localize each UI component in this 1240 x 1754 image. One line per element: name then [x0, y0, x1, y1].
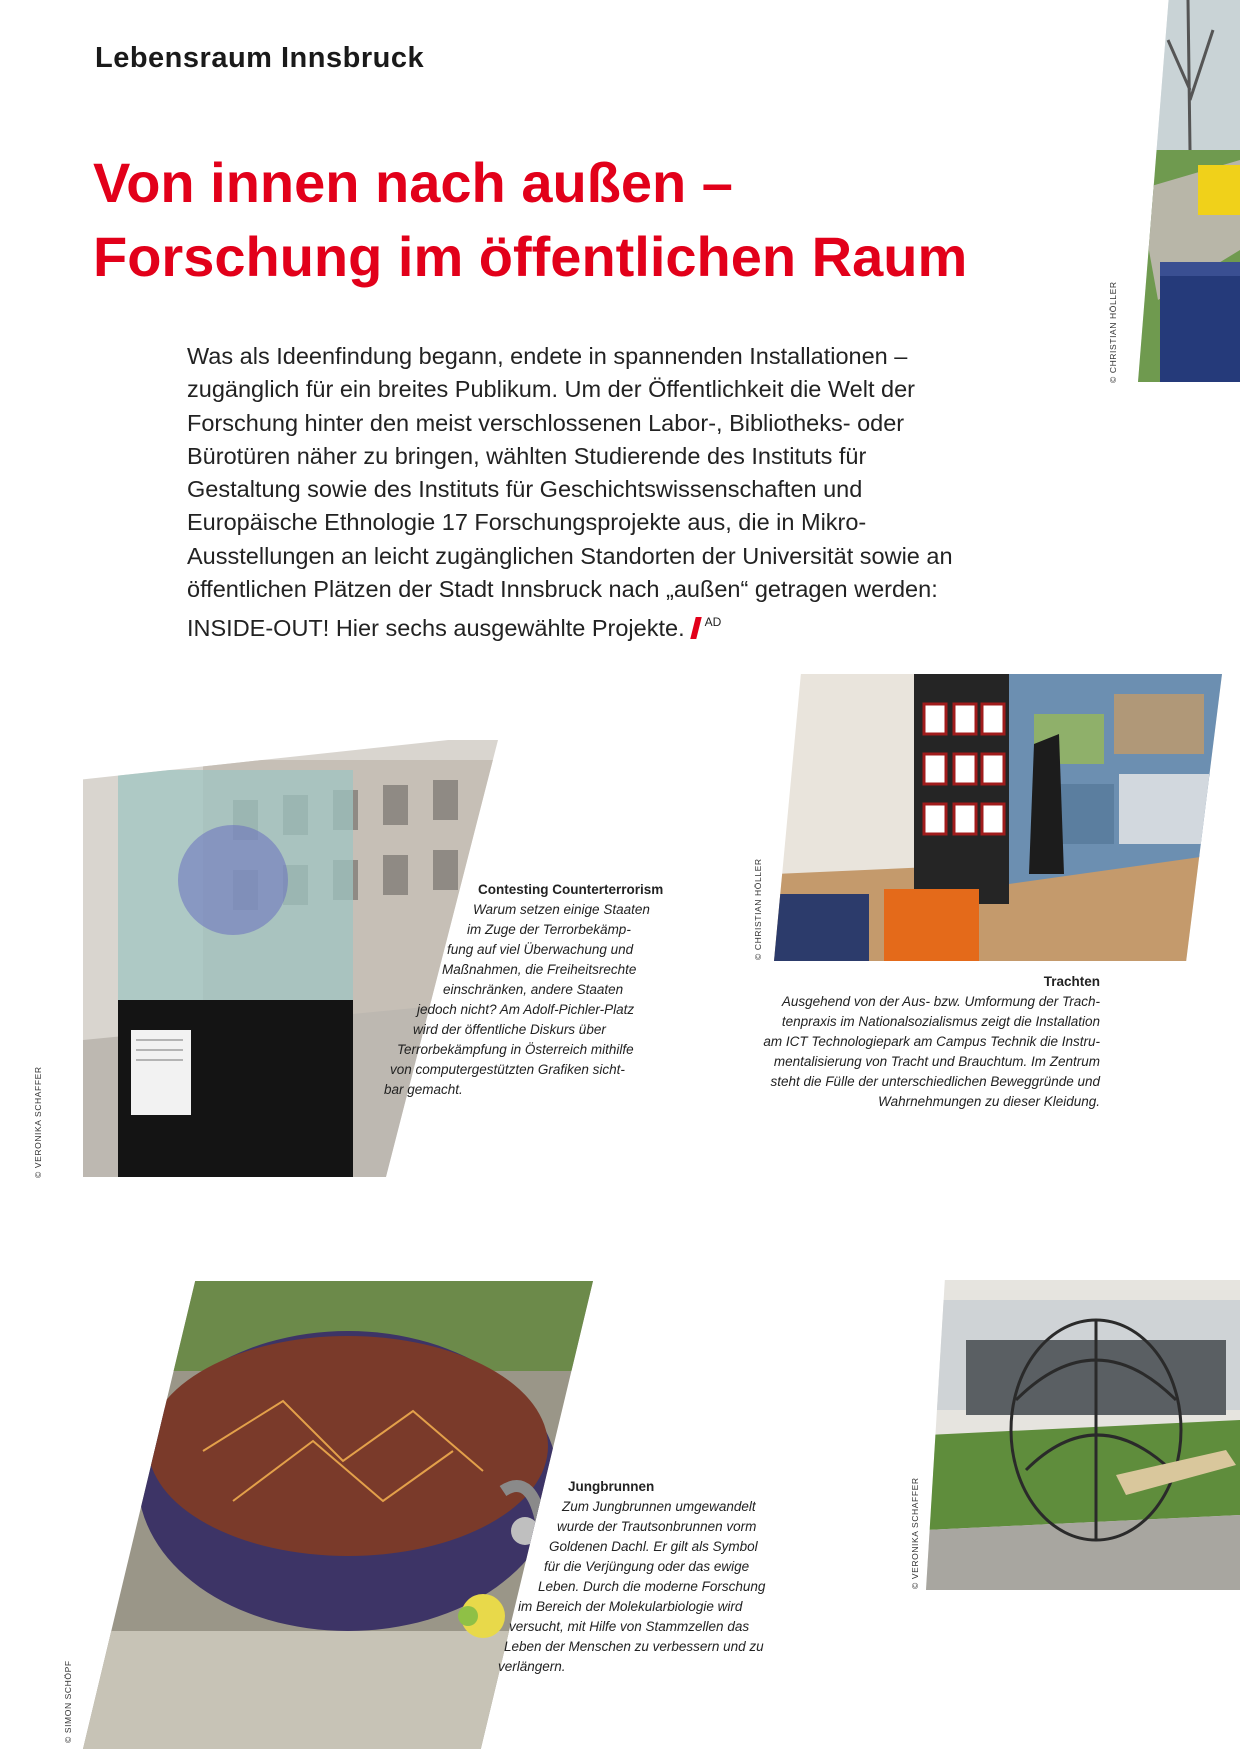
author-initials: AD [704, 615, 722, 630]
caption-title: Jungbrunnen [568, 1479, 655, 1494]
caption-line: versucht, mit Hilfe von Stammzellen das [509, 1619, 750, 1634]
photo-top-right [1138, 0, 1240, 382]
headline-line-1: Von innen nach außen – [93, 151, 733, 214]
caption-trachten [650, 972, 1100, 1112]
caption-line: Terrorbekämpfung in Österreich mithilfe [397, 1042, 634, 1057]
caption-line: von computergestützten Grafiken sicht- [390, 1062, 625, 1077]
caption-line: steht die Fülle der unterschiedlichen Beweggründe und [770, 1074, 1100, 1089]
caption-title: Contesting Counterterrorism [478, 882, 664, 897]
caption-line: am ICT Technologiepark am Campus Technik die Instru- [763, 1034, 1100, 1049]
photo-credit-sculpture: © VERONIKA SCHAFFER [910, 1477, 920, 1589]
article-headline [93, 146, 1093, 294]
photo-sculpture-image [926, 1280, 1240, 1590]
caption-line: Leben der Menschen zu verbessern und zu [504, 1639, 764, 1654]
photo-top-right-image [1138, 0, 1240, 382]
intro-text: Was als Ideenfindung begann, endete in spannenden Installationen – zugänglich für ein breites Publikum. Um der Öffentlichkeit die Welt der Forschung hinter den meist verschlossenen Labor-, Bibliotheks- oder Bürotüren näher zu bringen, wählten Studierende des Instituts für Gestaltung sowie des Instituts für Geschichtswissenschaften und Europäische Ethnologie 17 Forschungsprojekte aus, die in Mikro-Ausstellungen an leicht zugänglichen Standorten der Universität sowie an öffentlichen Plätzen der Stadt Innsbruck nach „außen“ getragen werden: INSIDE-OUT! Hier sechs ausgewählte Projekte. [187, 343, 953, 642]
photo-credit-top-right: © CHRISTIAN HÖLLER [1108, 281, 1118, 383]
photo-credit-trachten: © CHRISTIAN HÖLLER [753, 858, 763, 960]
photo-credit-counterterrorism: © VERONIKA SCHAFFER [33, 1066, 43, 1178]
caption-line: Wahrnehmungen zu dieser Kleidung. [878, 1094, 1100, 1109]
photo-sculpture [926, 1280, 1240, 1590]
headline-line-2: Forschung im öffentlichen Raum [93, 225, 968, 288]
caption-line: Ausgehend von der Aus- bzw. Umformung der Trach- [781, 994, 1100, 1009]
caption-line: bar gemacht. [384, 1082, 463, 1097]
caption-jungbrunnen [498, 1477, 820, 1677]
caption-line: einschränken, andere Staaten [443, 982, 624, 997]
photo-jungbrunnen [83, 1281, 593, 1749]
photo-jungbrunnen-image [83, 1281, 593, 1749]
caption-line: Warum setzen einige Staaten [473, 902, 650, 917]
caption-line: Goldenen Dachl. Er gilt als Symbol [549, 1539, 758, 1554]
intro-paragraph [187, 340, 977, 646]
caption-line: für die Verjüngung oder das ewige [544, 1559, 750, 1574]
section-label: Lebensraum Innsbruck [95, 42, 425, 74]
caption-line: jedoch nicht? Am Adolf-Pichler-Platz [417, 1002, 635, 1017]
caption-line: Leben. Durch die moderne Forschung [538, 1579, 766, 1594]
caption-line: Maßnahmen, die Freiheitsrechte [442, 962, 637, 977]
caption-line: im Zuge der Terrorbekämp- [467, 922, 631, 937]
caption-line: wurde der Trautsonbrunnen vorm [557, 1519, 757, 1534]
photo-credit-jungbrunnen: © SIMON SCHÖPF [63, 1660, 73, 1743]
caption-line: mentalisierung von Tracht und Brauchtum. Im Zentrum [773, 1054, 1100, 1069]
caption-line: tenpraxis im Nationalsozialismus zeigt die Installation [781, 1014, 1100, 1029]
photo-trachten-image [774, 674, 1222, 961]
end-mark-icon [690, 617, 701, 639]
caption-line: fung auf viel Überwachung und [447, 942, 634, 957]
caption-line: verlängern. [498, 1659, 566, 1674]
caption-title: Trachten [1043, 974, 1100, 989]
caption-line: Zum Jungbrunnen umgewandelt [562, 1499, 756, 1514]
photo-trachten [774, 674, 1222, 961]
caption-line: im Bereich der Molekularbiologie wird [518, 1599, 743, 1614]
caption-line: wird der öffentliche Diskurs über [413, 1022, 606, 1037]
